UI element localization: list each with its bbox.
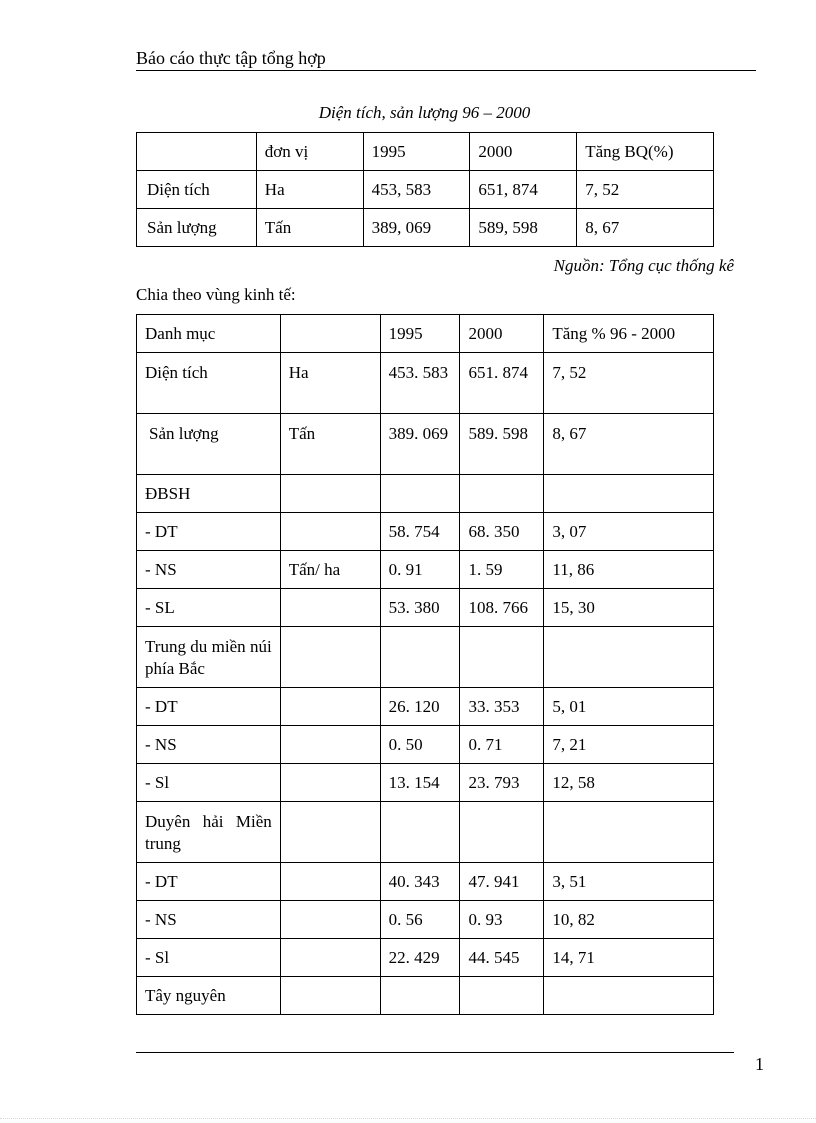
table-cell: Ha: [256, 171, 363, 209]
header-cell: Tăng % 96 - 2000: [544, 315, 714, 353]
table-cell: 651. 874: [460, 353, 544, 414]
table-row: [137, 171, 714, 209]
header-cell: 2000: [470, 133, 577, 171]
table-cell: [280, 802, 380, 863]
table-row: [137, 589, 714, 627]
table-cell: [280, 764, 380, 802]
table-cell: [460, 475, 544, 513]
table-cell: [544, 627, 714, 688]
table-cell: 651, 874: [470, 171, 577, 209]
header-cell: [280, 315, 380, 353]
header-cell: Tăng BQ(%): [577, 133, 714, 171]
table-cell: [280, 977, 380, 1015]
table-cell: 8, 67: [577, 209, 714, 247]
table-row: [137, 209, 714, 247]
table-cell: 33. 353: [460, 688, 544, 726]
row-label: - DT: [137, 688, 281, 726]
table-cell: 0. 91: [380, 551, 460, 589]
table-cell: 7, 52: [544, 353, 714, 414]
table-cell: 0. 56: [380, 901, 460, 939]
table-cell: [280, 688, 380, 726]
table-cell: 53. 380: [380, 589, 460, 627]
table-cell: 26. 120: [380, 688, 460, 726]
row-label: - NS: [137, 901, 281, 939]
table-cell: [280, 939, 380, 977]
page-number: 1: [755, 1054, 764, 1074]
table-cell: [380, 977, 460, 1015]
table-cell: 3, 51: [544, 863, 714, 901]
table1-caption: Diện tích, sản lượng 96 – 2000: [318, 103, 531, 122]
table-row: [137, 802, 714, 863]
table-cell: Tấn: [256, 209, 363, 247]
region-label: Duyên hải Miền trung: [137, 802, 281, 863]
table-cell: 44. 545: [460, 939, 544, 977]
table-cell: 0. 50: [380, 726, 460, 764]
table-cell: 5, 01: [544, 688, 714, 726]
table-cell: 1. 59: [460, 551, 544, 589]
row-label: - Sl: [137, 939, 281, 977]
page-edge-divider: [0, 1118, 816, 1119]
table-cell: 14, 71: [544, 939, 714, 977]
table-cell: 3, 07: [544, 513, 714, 551]
header-cell: 1995: [363, 133, 470, 171]
row-label: - DT: [137, 863, 281, 901]
table-header-row: [137, 133, 714, 171]
table-cell: 8, 67: [544, 414, 714, 475]
table-cell: 0. 71: [460, 726, 544, 764]
table-cell: [280, 589, 380, 627]
table-cell: [544, 977, 714, 1015]
table-row: [137, 901, 714, 939]
table-cell: 453. 583: [380, 353, 460, 414]
table-cell: 15, 30: [544, 589, 714, 627]
table-row: [137, 977, 714, 1015]
table-cell: [280, 513, 380, 551]
table-row: [137, 939, 714, 977]
header-cell: đơn vị: [256, 133, 363, 171]
header-cell: 2000: [460, 315, 544, 353]
header-title: Báo cáo thực tập tổng hợp: [136, 48, 326, 68]
table-cell: 0. 93: [460, 901, 544, 939]
table-cell: 12, 58: [544, 764, 714, 802]
row-label: - DT: [137, 513, 281, 551]
table-row: [137, 627, 714, 688]
table-cell: 58. 754: [380, 513, 460, 551]
table-cell: [280, 726, 380, 764]
table-cell: Tấn/ ha: [280, 551, 380, 589]
row-label: - SL: [137, 589, 281, 627]
table-row: [137, 551, 714, 589]
table-cell: 23. 793: [460, 764, 544, 802]
row-label: - Sl: [137, 764, 281, 802]
region-label: Trung du miền núi phía Bắc: [137, 627, 281, 688]
row-label: Diện tích: [137, 353, 281, 414]
table-cell: 7, 21: [544, 726, 714, 764]
table-cell: [380, 802, 460, 863]
table-area-production: [136, 132, 714, 247]
row-label: - NS: [137, 551, 281, 589]
table-cell: 7, 52: [577, 171, 714, 209]
header-rule: [136, 70, 756, 71]
table-cell: 11, 86: [544, 551, 714, 589]
table-cell: [380, 627, 460, 688]
table-cell: [460, 977, 544, 1015]
table-cell: 22. 429: [380, 939, 460, 977]
table-cell: 589. 598: [460, 414, 544, 475]
table-cell: [280, 863, 380, 901]
table-cell: 13. 154: [380, 764, 460, 802]
table-by-region: [136, 314, 714, 1015]
table-cell: Ha: [280, 353, 380, 414]
table-row: [137, 863, 714, 901]
table-cell: [544, 475, 714, 513]
table-cell: [544, 802, 714, 863]
table-cell: Tấn: [280, 414, 380, 475]
region-label: ĐBSH: [137, 475, 281, 513]
table-header-row: [137, 315, 714, 353]
table1-source: Nguồn: Tổng cục thống kê: [553, 256, 734, 275]
table-cell: 453, 583: [363, 171, 470, 209]
table-cell: [280, 627, 380, 688]
table-row: [137, 726, 714, 764]
footer-rule: [136, 1052, 734, 1053]
table-cell: 389, 069: [363, 209, 470, 247]
table-cell: [280, 475, 380, 513]
row-label: - NS: [137, 726, 281, 764]
table-row: [137, 414, 714, 475]
region-label: Tây nguyên: [137, 977, 281, 1015]
regional-intro: Chia theo vùng kinh tế:: [136, 285, 296, 304]
table-row: [137, 513, 714, 551]
table-cell: [380, 475, 460, 513]
table-cell: 389. 069: [380, 414, 460, 475]
table-cell: 68. 350: [460, 513, 544, 551]
row-label: Sản lượng: [137, 414, 281, 475]
table-row: [137, 764, 714, 802]
table-cell: 10, 82: [544, 901, 714, 939]
header-cell: Danh mục: [137, 315, 281, 353]
table-row: [137, 353, 714, 414]
header-cell: [137, 133, 257, 171]
row-label: Diện tích: [137, 171, 257, 209]
table-cell: 589, 598: [470, 209, 577, 247]
table-cell: [460, 802, 544, 863]
table-cell: [460, 627, 544, 688]
header-cell: 1995: [380, 315, 460, 353]
table-cell: 47. 941: [460, 863, 544, 901]
table-cell: 108. 766: [460, 589, 544, 627]
table-row: [137, 475, 714, 513]
table-row: [137, 688, 714, 726]
table-cell: 40. 343: [380, 863, 460, 901]
row-label: Sản lượng: [137, 209, 257, 247]
table-cell: [280, 901, 380, 939]
